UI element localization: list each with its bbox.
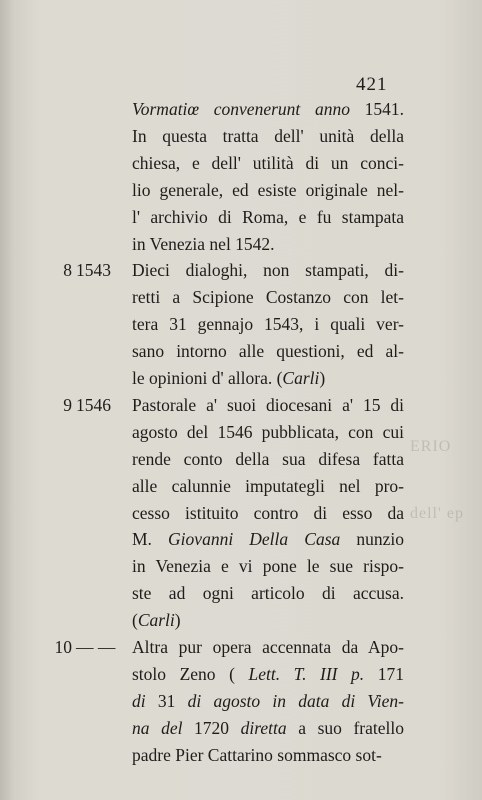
italic-text: na del	[132, 717, 183, 738]
text-run: )	[319, 368, 326, 388]
bleed-through-text: ERIO	[410, 438, 452, 455]
text-line	[0, 207, 482, 233]
text-line	[0, 234, 482, 260]
text-line	[0, 314, 482, 340]
line-text	[132, 610, 181, 631]
text-line	[0, 422, 482, 448]
line-text	[132, 745, 382, 766]
text-run: stolo Zeno (	[132, 663, 249, 684]
line-text	[132, 314, 404, 335]
italic-text: Carli	[282, 368, 320, 388]
line-text	[132, 556, 404, 577]
text-run: Dieci dialoghi, non stampati, di-	[132, 260, 404, 281]
text-line	[0, 395, 482, 421]
text-line	[0, 476, 482, 502]
text-run: alle calunnie imputategli nel pro-	[132, 475, 404, 496]
italic-text: di	[132, 690, 146, 711]
line-text	[132, 583, 404, 604]
text-run: sano intorno alle questioni, ed al-	[132, 341, 404, 362]
italic-text: diretta	[240, 717, 287, 738]
entry-number: 9	[63, 394, 72, 415]
text-line	[0, 180, 482, 206]
text-run: le opinioni d' allora. (	[132, 368, 283, 388]
text-line	[0, 529, 482, 555]
text-run: Altra pur opera accennata da Apo-	[132, 637, 404, 657]
text-run: Pastorale a' suoi diocesani a' 15 di	[132, 394, 404, 415]
text-run: in Venezia nel 1542.	[132, 233, 275, 254]
line-text	[132, 395, 404, 416]
text-run: retti a Scipione Costanzo con let-	[132, 287, 404, 308]
text-run: M.	[132, 529, 169, 550]
text-run: lio generale, ed esiste originale nel-	[132, 179, 404, 200]
line-text	[132, 476, 404, 497]
text-line	[0, 664, 482, 690]
line-text	[132, 529, 404, 550]
text-run: 171	[364, 663, 404, 684]
italic-text: Vormatiœ convenerunt anno	[132, 99, 350, 119]
line-text	[132, 234, 275, 255]
line-text	[132, 260, 404, 281]
text-line	[0, 341, 482, 367]
text-run: cesso istituito contro di esso da	[132, 502, 404, 523]
text-line	[0, 745, 482, 771]
line-text	[132, 99, 404, 120]
text-run: tera 31 gennajo 1543, i quali ver-	[132, 314, 404, 335]
entry-number: 10	[54, 637, 72, 657]
line-text	[132, 449, 404, 470]
text-line	[0, 637, 482, 663]
italic-text: Giovanni Della Casa	[168, 529, 341, 550]
text-line	[0, 260, 482, 286]
text-run: padre Pier Cattarino sommasco sot-	[132, 744, 382, 765]
text-run: l' archivio di Roma, e fu stampata	[132, 206, 404, 227]
text-line	[0, 99, 482, 125]
text-line	[0, 287, 482, 313]
text-run: 1720	[182, 717, 241, 738]
line-text	[132, 637, 404, 658]
text-run: (	[132, 610, 138, 631]
text-run: nunzio	[340, 529, 404, 550]
text-run: ste ad ogni articolo di accusa.	[132, 583, 404, 604]
text-line	[0, 126, 482, 152]
text-line	[0, 610, 482, 636]
line-text	[132, 503, 404, 524]
entry-year: 1546	[76, 394, 111, 415]
line-text	[132, 422, 404, 443]
text-run: rende conto della sua difesa fatta	[132, 448, 404, 469]
text-line	[0, 691, 482, 717]
text-run: 1541.	[349, 99, 405, 119]
line-text	[132, 153, 404, 174]
italic-text: Carli	[137, 610, 175, 631]
bleed-through-text: dell' ep	[410, 505, 464, 522]
page-number: 421	[356, 74, 388, 95]
line-text	[132, 180, 404, 201]
text-line	[0, 718, 482, 744]
text-run: in Venezia e vi pone le sue rispo-	[132, 556, 404, 577]
text-run: 31	[145, 690, 188, 711]
text-line	[0, 503, 482, 529]
italic-text: Lett. T. III p.	[248, 663, 365, 684]
line-text	[132, 126, 404, 147]
text-line	[0, 556, 482, 582]
text-line	[0, 583, 482, 609]
line-text	[132, 207, 404, 228]
italic-text: di agosto in data di Vien-	[187, 690, 405, 711]
text-line	[0, 368, 482, 394]
entry-year: — —	[76, 637, 116, 657]
text-run: a suo fratello	[286, 717, 405, 738]
text-run: chiesa, e dell' utilità di un conci-	[132, 152, 404, 173]
line-text	[132, 287, 404, 308]
line-text	[132, 664, 404, 685]
entry-year: 1543	[76, 260, 111, 281]
text-run: In questa tratta dell' unità della	[132, 125, 404, 146]
text-line	[0, 449, 482, 475]
text-run: )	[174, 610, 181, 631]
text-line	[0, 153, 482, 179]
line-text	[132, 341, 404, 362]
text-run: agosto del 1546 pubblicata, con cui	[132, 421, 404, 442]
line-text	[132, 718, 404, 739]
line-text	[132, 691, 404, 712]
line-text	[132, 368, 325, 389]
entry-number: 8	[63, 260, 72, 281]
